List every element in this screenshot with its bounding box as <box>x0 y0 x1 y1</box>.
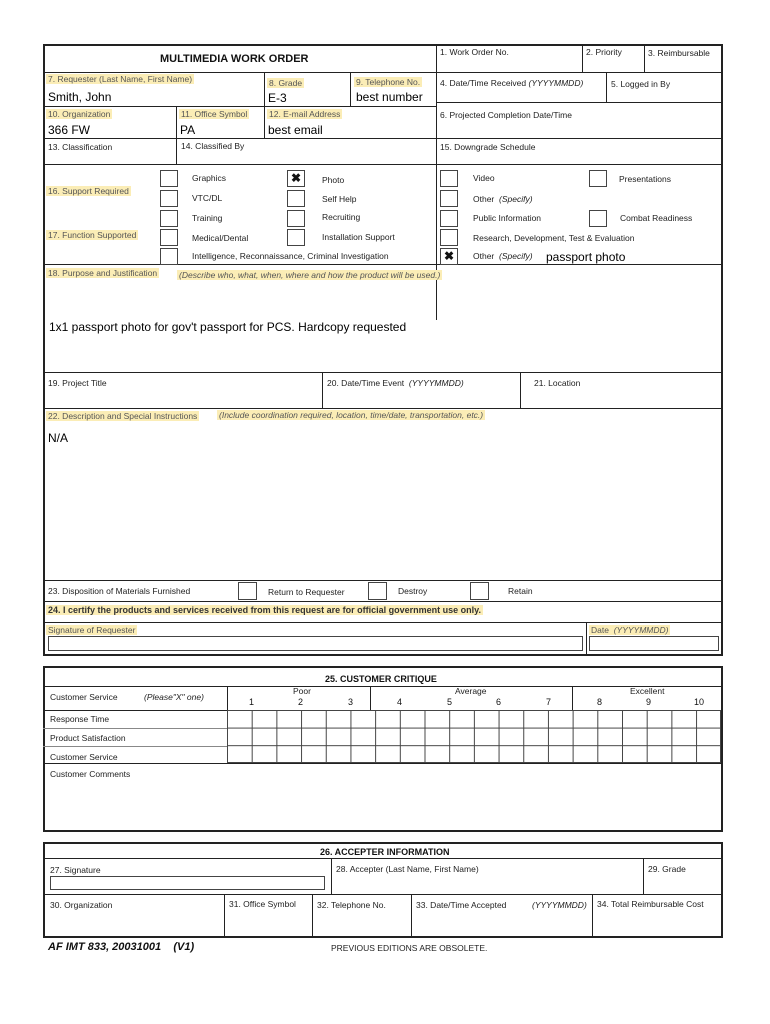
grade-label: 8. Grade <box>269 78 303 88</box>
please-x-label: (Please"X" one) <box>144 692 204 702</box>
graphics-checkbox[interactable] <box>160 170 178 187</box>
office-symbol-label: 11. Office Symbol <box>181 109 248 119</box>
customer-service-label: Customer Service <box>50 692 118 702</box>
retain-checkbox[interactable] <box>470 582 489 600</box>
accepter-name-label: 28. Accepter (Last Name, First Name) <box>336 864 479 874</box>
photo-label: Photo <box>322 175 345 185</box>
retain-label: Retain <box>508 586 533 596</box>
signature-requester-label: Signature of Requester <box>48 625 136 635</box>
logged-in-by-label: 5. Logged in By <box>611 79 671 89</box>
average-label: Average <box>455 686 487 696</box>
response-time-label: Response Time <box>50 714 110 724</box>
rating-3: 3 <box>348 697 354 707</box>
presentations-checkbox[interactable] <box>589 170 607 187</box>
organization-value[interactable]: 366 FW <box>48 123 91 137</box>
requester-value[interactable]: Smith, John <box>48 90 112 104</box>
projected-completion-label: 6. Projected Completion Date/Time <box>440 110 572 120</box>
vtc-label: VTC/DL <box>192 193 223 203</box>
installation-checkbox[interactable] <box>287 229 305 246</box>
photo-checked-mark: ✖ <box>290 171 302 185</box>
medical-checkbox[interactable] <box>160 229 178 246</box>
combat-label: Combat Readiness <box>620 213 693 223</box>
accepter-grade-label: 29. Grade <box>648 864 686 874</box>
customer-comments-label: Customer Comments <box>50 769 131 779</box>
location-label: 21. Location <box>534 378 581 388</box>
description-value[interactable]: N/A <box>48 431 69 445</box>
intel-checkbox[interactable] <box>160 248 178 265</box>
rating-8: 8 <box>597 697 603 707</box>
selfhelp-label: Self Help <box>322 194 357 204</box>
destroy-checkbox[interactable] <box>368 582 387 600</box>
rating-9: 9 <box>646 697 652 707</box>
telephone-value[interactable]: best number <box>356 90 423 104</box>
rating-7: 7 <box>546 697 552 707</box>
excellent-label: Excellent <box>630 686 665 696</box>
other-support-label: Other (Specify) <box>473 194 533 204</box>
accepter-title: 26. ACCEPTER INFORMATION <box>320 847 450 857</box>
video-checkbox[interactable] <box>440 170 458 187</box>
requester-label: 7. Requester (Last Name, First Name) <box>48 74 193 84</box>
purpose-hint: (Describe who, what, when, where and how the product will be used.) <box>179 270 441 280</box>
accepter-office-symbol-label: 31. Office Symbol <box>229 899 296 909</box>
sign-date-field[interactable] <box>589 636 719 651</box>
training-label: Training <box>192 213 223 223</box>
rating-1: 1 <box>249 697 255 707</box>
accepter-signature-field[interactable] <box>50 876 325 890</box>
work-order-form <box>43 44 723 656</box>
date-received-label: 4. Date/Time Received (YYYYMMDD) <box>440 78 584 88</box>
other-support-checkbox[interactable] <box>440 190 458 207</box>
installation-label: Installation Support <box>322 232 395 242</box>
accepter-telephone-label: 32. Telephone No. <box>317 900 386 910</box>
purpose-value[interactable]: 1x1 passport photo for gov't passport for PCS. Hardcopy requested <box>49 320 407 334</box>
function-supported-label: 17. Function Supported <box>48 230 137 240</box>
intel-label: Intelligence, Reconnaissance, Criminal Investigation <box>192 251 389 261</box>
form-title: MULTIMEDIA WORK ORDER <box>160 53 309 65</box>
obsolete-notice: PREVIOUS EDITIONS ARE OBSOLETE. <box>331 943 488 953</box>
reimbursable-cost-label: 34. Total Reimbursable Cost <box>597 899 704 909</box>
disposition-label: 23. Disposition of Materials Furnished <box>48 586 191 596</box>
selfhelp-checkbox[interactable] <box>287 190 305 207</box>
rdte-checkbox[interactable] <box>440 229 458 246</box>
presentations-label: Presentations <box>619 174 671 184</box>
recruiting-checkbox[interactable] <box>287 210 305 227</box>
accepter-organization-label: 30. Organization <box>50 900 113 910</box>
email-label: 12. E-mail Address <box>269 109 341 119</box>
project-title-label: 19. Project Title <box>48 378 107 388</box>
other-function-label: Other (Specify) <box>473 251 533 261</box>
form-id: AF IMT 833, 20031001 (V1) <box>48 941 195 953</box>
office-symbol-value[interactable]: PA <box>180 123 196 137</box>
purpose-label: 18. Purpose and Justification <box>48 268 158 278</box>
public-info-checkbox[interactable] <box>440 210 458 227</box>
date-accepted-format: (YYYYMMDD) <box>532 900 587 910</box>
customer-service-row-label: Customer Service <box>50 752 118 762</box>
rating-2: 2 <box>298 697 304 707</box>
rdte-label: Research, Development, Test & Evaluation <box>473 233 635 243</box>
work-order-no-label: 1. Work Order No. <box>440 47 509 57</box>
graphics-label: Graphics <box>192 173 227 183</box>
grade-value[interactable]: E-3 <box>268 91 287 105</box>
training-checkbox[interactable] <box>160 210 178 227</box>
reimbursable-label: 3. Reimbursable <box>648 48 710 58</box>
vtc-checkbox[interactable] <box>160 190 178 207</box>
support-required-label: 16. Support Required <box>48 186 129 196</box>
classified-by-label: 14. Classified By <box>181 141 245 151</box>
public-info-label: Public Information <box>473 213 542 223</box>
signature-requester-field[interactable] <box>48 636 583 651</box>
date-accepted-label: 33. Date/Time Accepted <box>416 900 507 910</box>
critique-title: 25. CUSTOMER CRITIQUE <box>325 674 437 684</box>
poor-label: Poor <box>293 686 311 696</box>
return-checkbox[interactable] <box>238 582 257 600</box>
video-label: Video <box>473 173 495 183</box>
other-function-value[interactable]: passport photo <box>546 250 626 264</box>
combat-checkbox[interactable] <box>589 210 607 227</box>
sign-date-label: Date (YYYYMMDD) <box>591 625 669 635</box>
description-label: 22. Description and Special Instructions <box>48 411 198 421</box>
accepter-signature-label: 27. Signature <box>50 865 101 875</box>
downgrade-label: 15. Downgrade Schedule <box>440 142 536 152</box>
rating-5: 5 <box>447 697 453 707</box>
rating-grid[interactable] <box>227 710 721 763</box>
rating-10: 10 <box>694 697 705 707</box>
organization-label: 10. Organization <box>48 109 111 119</box>
priority-label: 2. Priority <box>586 47 622 57</box>
destroy-label: Destroy <box>398 586 428 596</box>
telephone-label: 9. Telephone No. <box>356 77 421 87</box>
recruiting-label: Recruiting <box>322 212 361 222</box>
classification-label: 13. Classification <box>48 142 113 152</box>
description-hint: (Include coordination required, location, time/date, transportation, etc.) <box>219 410 484 420</box>
product-satisfaction-label: Product Satisfaction <box>50 733 126 743</box>
medical-label: Medical/Dental <box>192 233 249 243</box>
certification-text: 24. I certify the products and services received from this request are for official government use only. <box>48 605 481 615</box>
rating-4: 4 <box>397 697 403 707</box>
rating-6: 6 <box>496 697 502 707</box>
date-event-label: 20. Date/Time Event (YYYYMMDD) <box>327 378 464 388</box>
email-value[interactable]: best email <box>268 123 323 137</box>
return-label: Return to Requester <box>268 587 345 597</box>
other-function-checked-mark: ✖ <box>443 249 455 263</box>
